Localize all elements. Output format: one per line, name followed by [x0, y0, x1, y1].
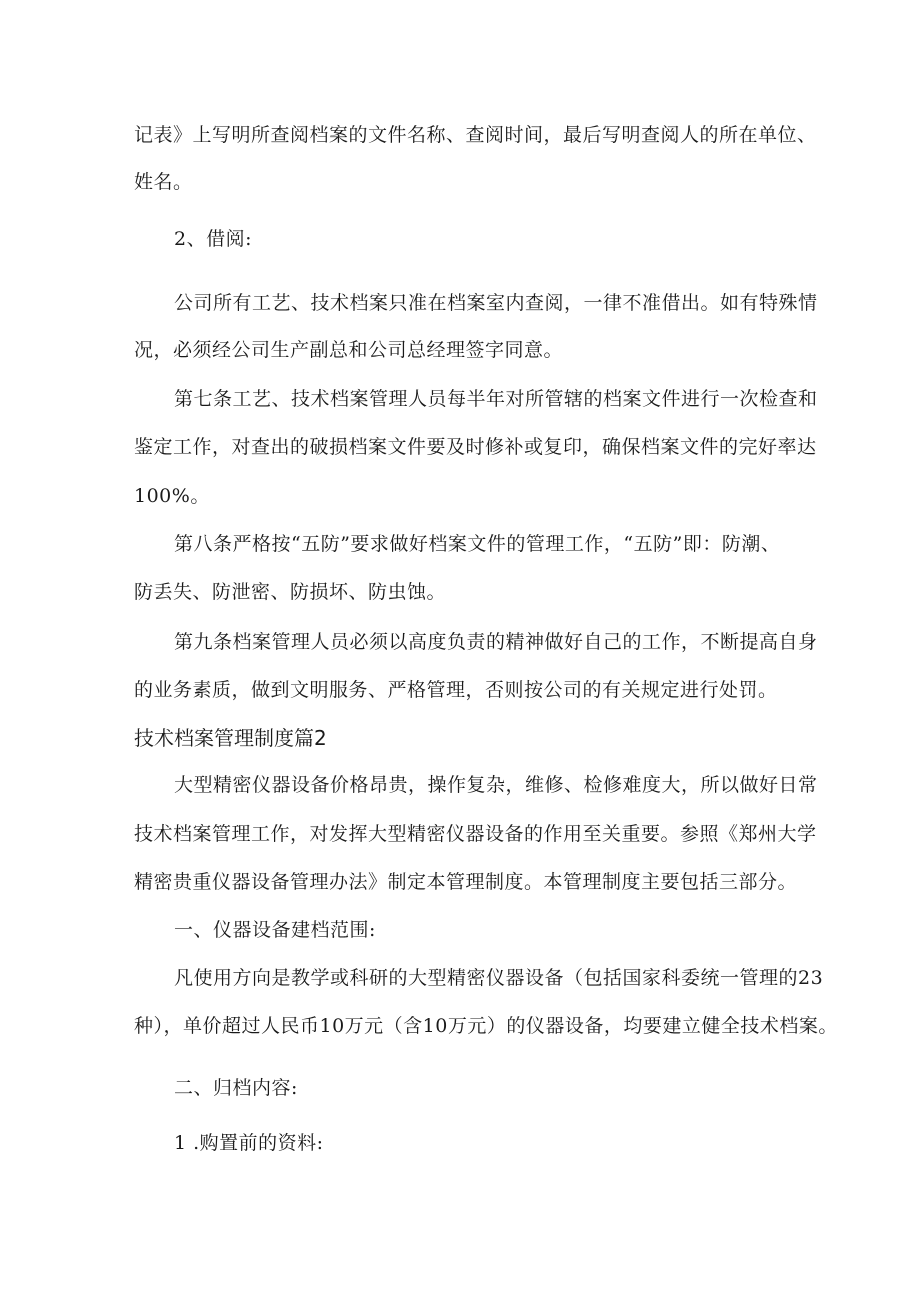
- text-line: 大型精密仪器设备价格昂贵，操作复杂，维修、检修难度大，所以做好日常: [174, 774, 818, 796]
- text-line: 第九条档案管理人员必须以高度负责的精神做好自己的工作，不断提高自身: [174, 631, 818, 653]
- text-line: 防丢失、防泄密、防损坏、防虫蚀。: [134, 581, 447, 603]
- text-line: 一、仪器设备建档范围:: [174, 919, 376, 941]
- text-line: 第七条工艺、技术档案管理人员每半年对所管辖的档案文件进行一次检查和: [174, 388, 818, 410]
- text-line: 第八条严格按“五防”要求做好档案文件的管理工作，“五防”即：防潮、: [174, 533, 781, 555]
- text-line: 凡使用方向是教学或科研的大型精密仪器设备（包括国家科委统一管理的23: [174, 967, 824, 989]
- text-line: 2、借阅:: [174, 228, 252, 250]
- text-line: 的业务素质，做到文明服务、严格管理，否则按公司的有关规定进行处罚。: [134, 679, 778, 701]
- text-line: 鉴定工作，对查出的破损档案文件要及时修补或复印，确保档案文件的完好率达: [134, 436, 817, 458]
- text-line: 精密贵重仪器设备管理办法》制定本管理制度。本管理制度主要包括三部分。: [134, 871, 798, 893]
- text-line: 记表》上写明所查阅档案的文件名称、查阅时间，最后写明查阅人的所在单位、: [134, 124, 817, 146]
- text-line: 技术档案管理工作，对发挥大型精密仪器设备的作用至关重要。参照《郑州大学: [134, 823, 817, 845]
- text-line: 姓名。: [134, 171, 193, 193]
- text-line: 1 .购置前的资料:: [174, 1132, 324, 1154]
- text-line: 二、归档内容:: [174, 1077, 298, 1099]
- text-line: 况，必须经公司生产副总和公司总经理签字同意。: [134, 339, 564, 361]
- text-line: 种），单价超过人民币10万元（含10万元）的仪器设备，均要建立健全技术档案。: [134, 1015, 838, 1037]
- text-line: 公司所有工艺、技术档案只准在档案室内查阅，一律不准借出。如有特殊情: [174, 292, 818, 314]
- section-heading: 技术档案管理制度篇2: [134, 726, 327, 750]
- text-line: 100%。: [134, 485, 210, 507]
